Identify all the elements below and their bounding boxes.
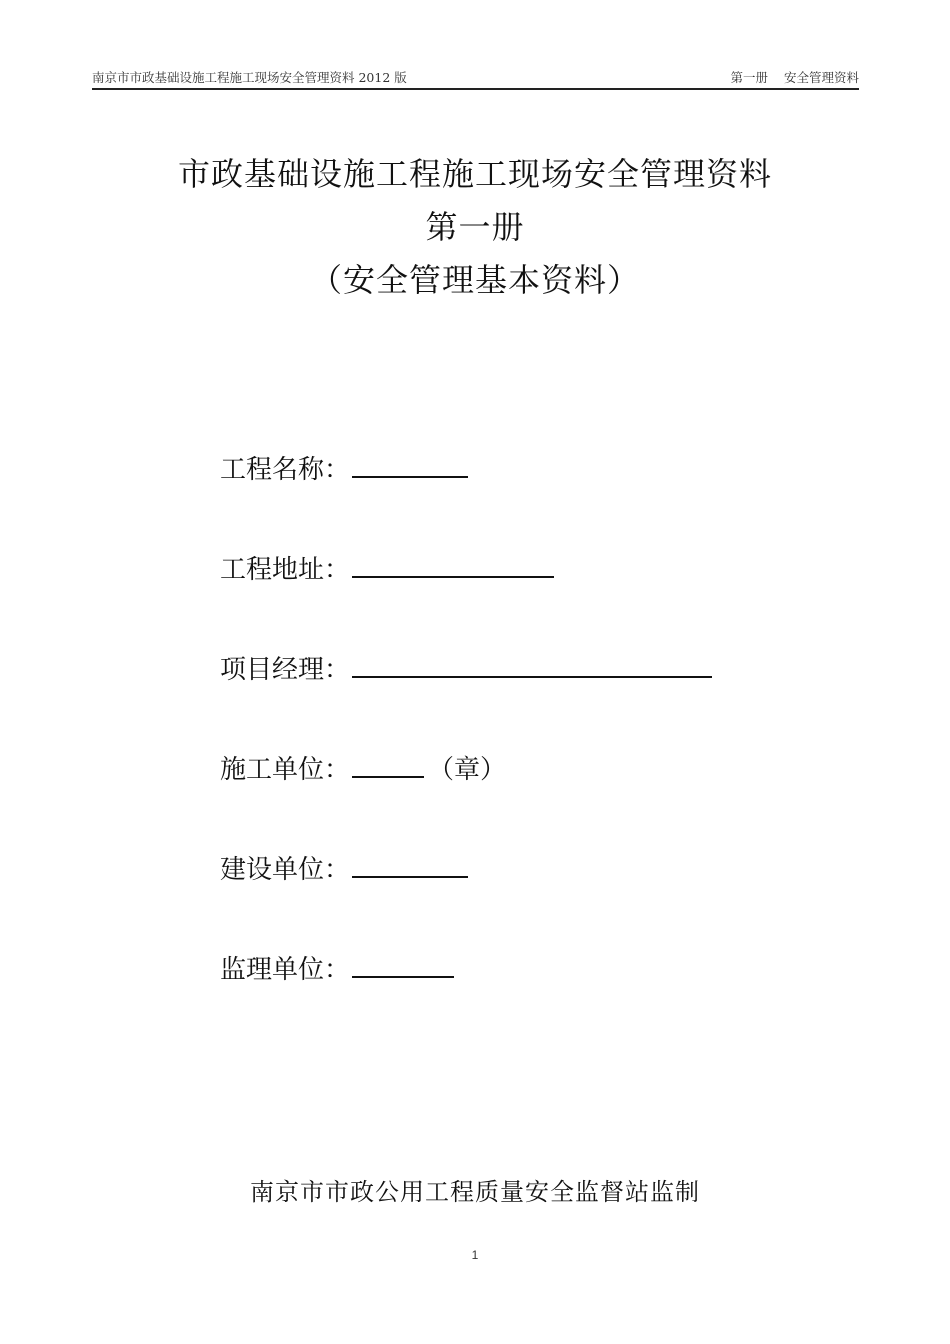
seal-note: （章） xyxy=(428,755,507,785)
project-manager-blank[interactable] xyxy=(352,654,712,678)
construction-unit-field xyxy=(220,750,506,790)
construction-unit-label: 施工单位： xyxy=(220,755,351,785)
project-address-blank[interactable] xyxy=(352,554,554,578)
main-title: 市政基础设施工程施工现场安全管理资料 xyxy=(177,155,772,193)
header-document-title: 南京市市政基础设施工程施工现场安全管理资料 2012 版 xyxy=(92,70,407,85)
project-manager-field xyxy=(220,650,712,690)
volume-title: 第一册 xyxy=(425,208,525,246)
issuing-organization: 南京市市政公用工程质量安全监督站监制 xyxy=(250,1178,700,1206)
project-name-field xyxy=(220,450,468,490)
header-volume: 第一册 xyxy=(730,70,768,85)
owner-unit-label: 建设单位： xyxy=(220,855,351,885)
project-manager-label: 项目经理： xyxy=(220,655,351,685)
subtitle: （安全管理基本资料） xyxy=(309,261,640,299)
supervision-unit-blank[interactable] xyxy=(352,954,454,978)
owner-unit-blank[interactable] xyxy=(352,854,468,878)
project-address-label: 工程地址： xyxy=(220,555,351,585)
construction-unit-blank[interactable] xyxy=(352,754,424,778)
owner-unit-field xyxy=(220,850,468,890)
header-section: 安全管理资料 xyxy=(783,70,859,85)
supervision-unit-field xyxy=(220,950,454,990)
project-name-label: 工程名称： xyxy=(220,455,351,485)
supervision-unit-label: 监理单位： xyxy=(220,955,351,985)
header-volume-section xyxy=(730,68,859,86)
project-address-field xyxy=(220,550,554,590)
title-block xyxy=(0,148,950,307)
project-name-blank[interactable] xyxy=(352,454,468,478)
page-number: 1 xyxy=(471,1248,479,1262)
page-header xyxy=(92,66,859,90)
